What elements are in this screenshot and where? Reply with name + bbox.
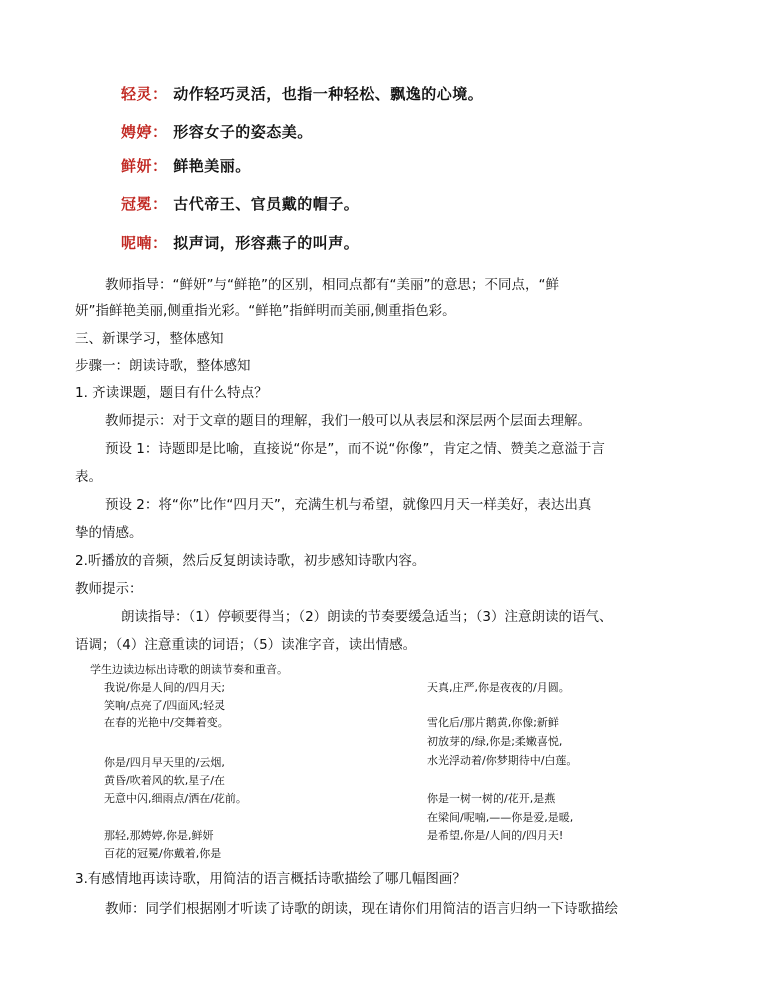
poem-line: 天真,庄严,你是夜夜的/月圆。 bbox=[427, 681, 570, 694]
teacher-guidance-line: 妍”指鲜艳美丽,侧重指光彩。“鲜艳”指鲜明而美丽,侧重指色彩。 bbox=[75, 303, 456, 319]
vocab-definition: 形容女子的姿态美。 bbox=[173, 123, 313, 141]
vocab-term: 呢喃： bbox=[121, 234, 168, 252]
vocab-term: 鲜妍： bbox=[121, 157, 168, 175]
teacher-instruction: 教师：同学们根据刚才听读了诗歌的朗读，现在请你们用简洁的语言归纳一下诗歌描绘 bbox=[105, 901, 618, 917]
poem-line: 百花的冠冕/你戴着,你是 bbox=[104, 847, 222, 860]
vocab-term: 冠冕： bbox=[121, 195, 168, 213]
vocab-term: 娉婷： bbox=[121, 123, 168, 141]
vocab-item bbox=[121, 155, 251, 176]
section-heading: 三、新课学习，整体感知 bbox=[75, 331, 224, 347]
question-1: 1. 齐读课题，题目有什么特点？ bbox=[75, 385, 268, 401]
preset-1-line: 表。 bbox=[75, 469, 102, 485]
poem-line: 我说/你是人间的/四月天; bbox=[104, 681, 226, 694]
reading-guidance-line: 朗读指导：（1）停顿要得当；（2）朗读的节奏要缓急适当；（3）注意朗读的语气、 bbox=[121, 609, 613, 625]
preset-2-line: 预设 2：将“你”比作“四月天”，充满生机与希望，就像四月天一样美好，表达出真 bbox=[105, 497, 592, 513]
poem-line: 水光浮动着/你梦期待中/白莲。 bbox=[427, 754, 578, 767]
poem-line: 那轻,那娉婷,你是,鲜妍 bbox=[104, 829, 214, 842]
vocab-definition: 鲜艳美丽。 bbox=[173, 157, 251, 175]
vocab-item bbox=[121, 232, 359, 253]
question-2: 2.听播放的音频，然后反复朗读诗歌，初步感知诗歌内容。 bbox=[75, 553, 426, 569]
vocab-item bbox=[121, 193, 359, 214]
poem-line: 雪化后/那片鹅黄,你像;新鲜 bbox=[427, 716, 559, 729]
poem-line: 初放芽的/绿,你是;柔嫩喜悦, bbox=[427, 735, 563, 748]
poem-line: 无意中闪,细雨点/洒在/花前。 bbox=[104, 792, 247, 805]
step-heading: 步骤一：朗读诗歌，整体感知 bbox=[75, 358, 251, 374]
poem-line: 你是一树一树的/花开,是燕 bbox=[427, 792, 556, 805]
teacher-hint: 教师提示：对于文章的题目的理解，我们一般可以从表层和深层两个层面去理解。 bbox=[105, 413, 591, 429]
vocab-item bbox=[121, 121, 313, 142]
poem-line: 在春的光艳中/交舞着变。 bbox=[104, 716, 229, 729]
teacher-guidance-line: 教师指导：“鲜妍”与“鲜艳”的区别，相同点都有“美丽”的意思；不同点，“鲜 bbox=[105, 277, 559, 293]
poem-line: 笑响/点亮了/四面风;轻灵 bbox=[104, 699, 226, 712]
question-3: 3.有感情地再读诗歌，用简洁的语言概括诗歌描绘了哪几幅图画？ bbox=[75, 871, 466, 887]
poem-line: 黄昏/吹着风的软,星子/在 bbox=[104, 774, 225, 787]
vocab-definition: 拟声词，形容燕子的叫声。 bbox=[173, 234, 360, 252]
preset-2-line: 挚的情感。 bbox=[75, 525, 143, 541]
poem-line: 是希望,你是/人间的/四月天! bbox=[427, 829, 564, 842]
reading-guidance-line: 语调；（4）注意重读的词语；（5）读准字音，读出情感。 bbox=[75, 637, 417, 653]
vocab-definition: 古代帝王、官员戴的帽子。 bbox=[173, 195, 360, 213]
poem-line: 你是/四月早天里的/云烟, bbox=[104, 756, 225, 769]
poem-line: 在梁间/呢喃,——你是爱,是暖, bbox=[427, 811, 574, 824]
vocab-item bbox=[121, 83, 483, 104]
preset-1-line: 预设 1：诗题即是比喻，直接说“你是”，而不说“你像”，肯定之情、赞美之意溢于言 bbox=[105, 441, 605, 457]
poem-intro: 学生边读边标出诗歌的朗读节奏和重音。 bbox=[90, 663, 288, 676]
teacher-hint-label: 教师提示： bbox=[75, 581, 143, 597]
vocab-term: 轻灵： bbox=[121, 85, 168, 103]
vocab-definition: 动作轻巧灵活，也指一种轻松、飘逸的心境。 bbox=[173, 85, 484, 103]
